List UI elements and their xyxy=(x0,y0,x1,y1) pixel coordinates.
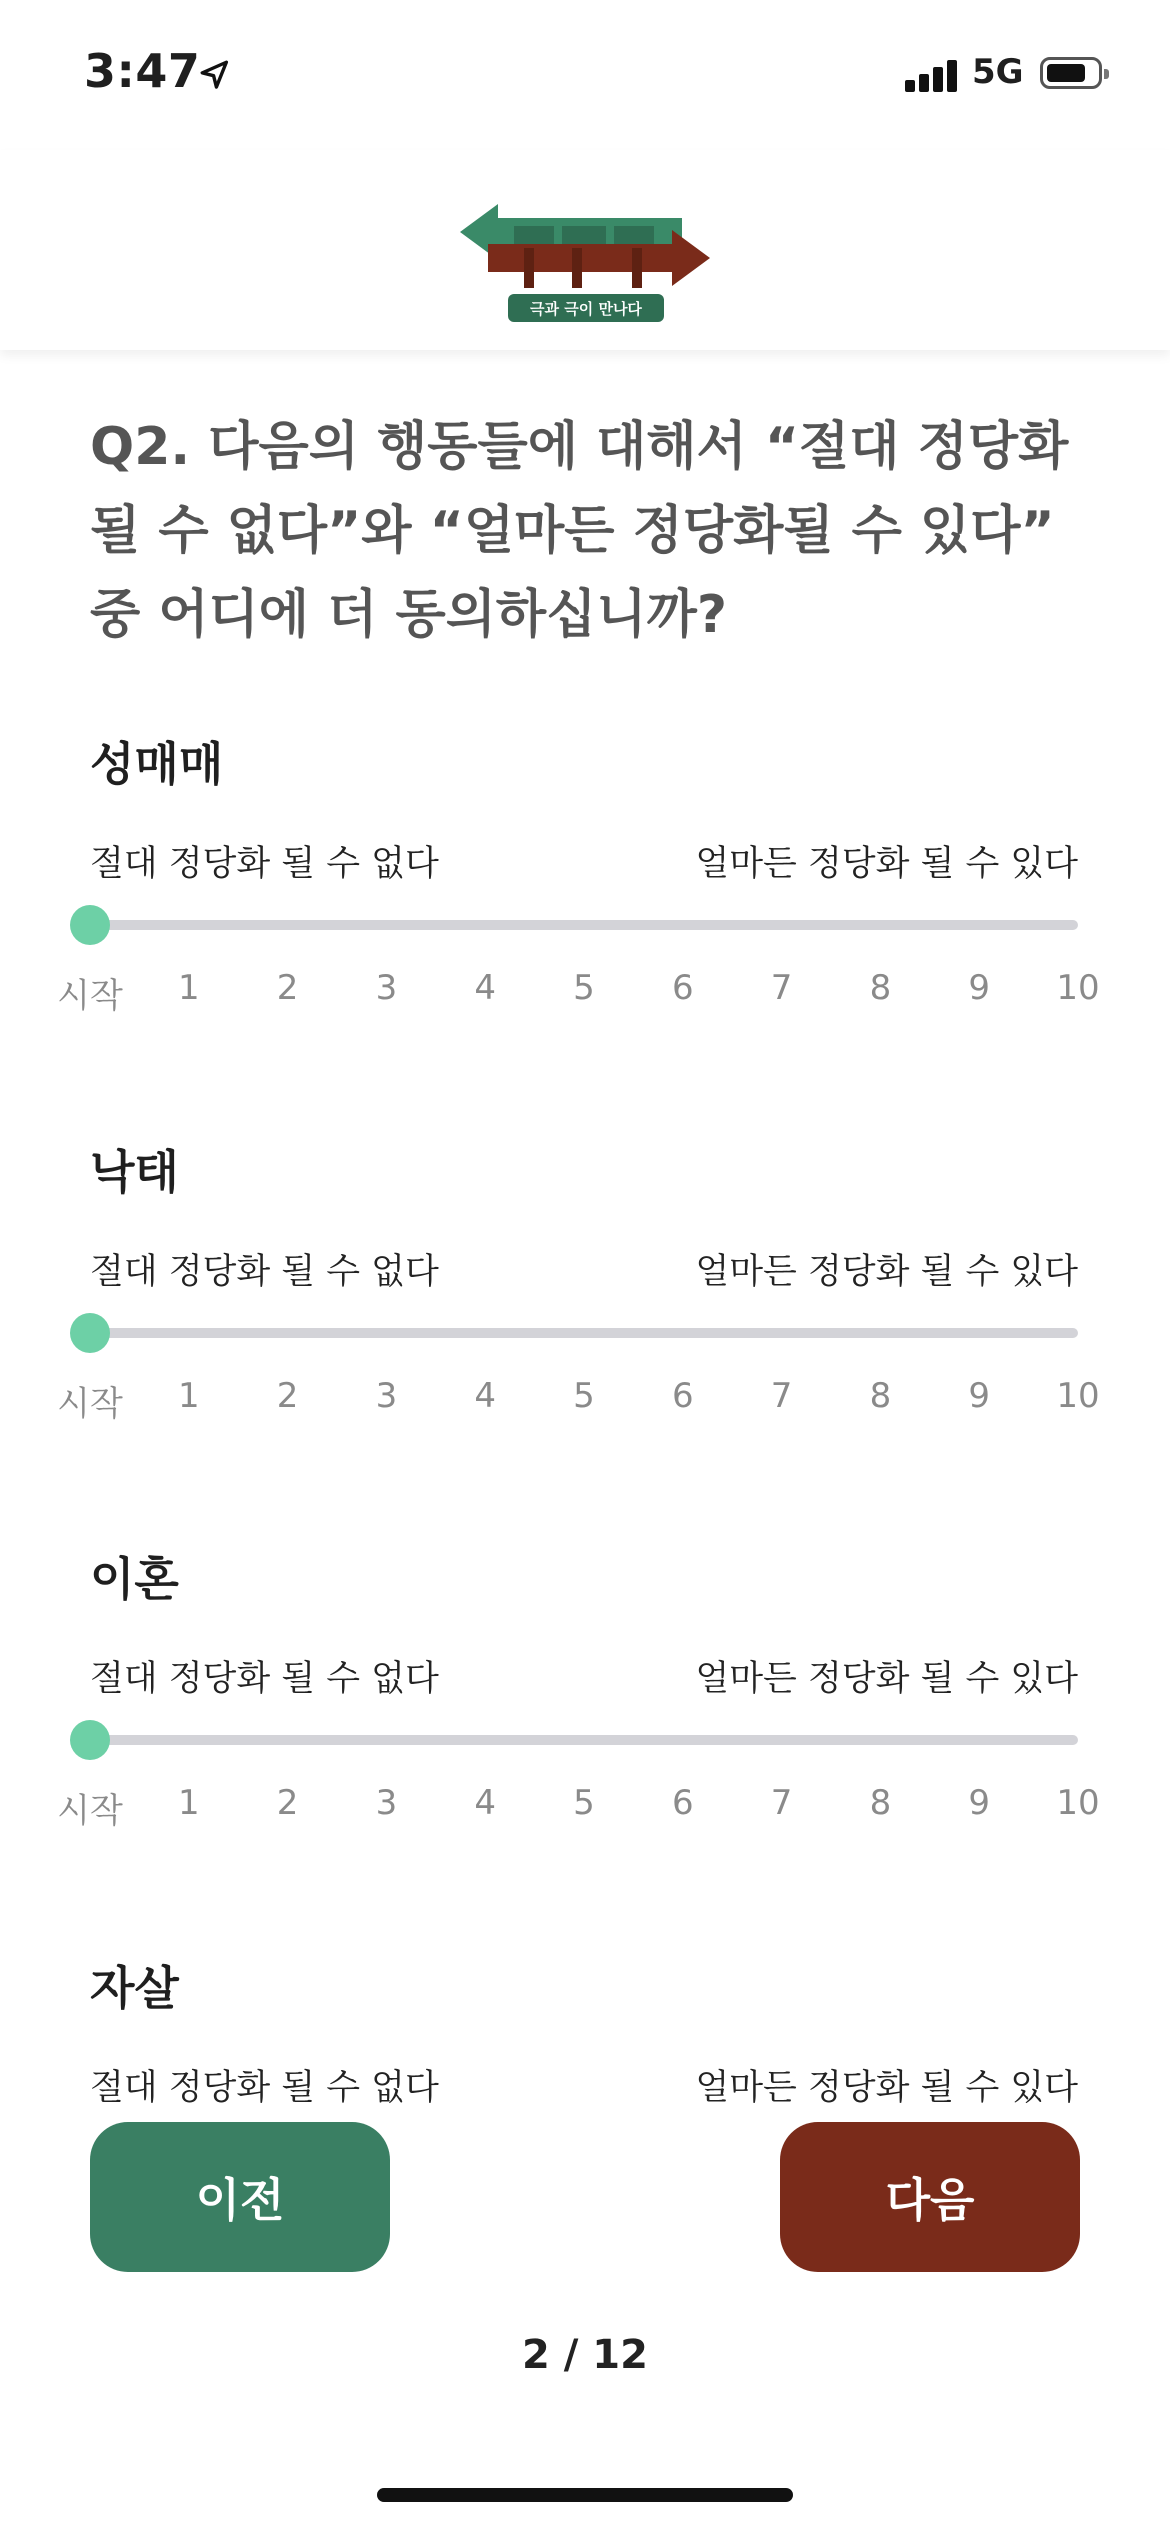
status-time: 3:47 xyxy=(84,44,201,98)
tick-label: 10 xyxy=(1056,1783,1100,1823)
left-label: 절대 정당화 될 수 없다 xyxy=(90,2068,439,2108)
tick-label: 1 xyxy=(177,1783,200,1823)
right-label: 얼마든 정당화 될 수 있다 xyxy=(695,2068,1078,2108)
next-button[interactable]: 다음 xyxy=(780,2122,1080,2272)
item-title: 성매매 xyxy=(90,737,224,791)
left-label: 절대 정당화 될 수 없다 xyxy=(90,1659,439,1699)
slider-thumb[interactable] xyxy=(70,905,110,945)
tick-label: 2 xyxy=(276,1376,299,1416)
tick-label: 시작 xyxy=(57,1384,123,1424)
prev-button[interactable]: 이전 xyxy=(90,2122,390,2272)
left-label: 절대 정당화 될 수 없다 xyxy=(90,1252,439,1292)
battery-icon xyxy=(1040,57,1102,89)
slider-thumb[interactable] xyxy=(70,1720,110,1760)
item-title: 낙태 xyxy=(90,1145,179,1199)
tick-label: 9 xyxy=(968,1783,991,1823)
tick-label: 4 xyxy=(474,968,497,1008)
tick-label: 9 xyxy=(968,968,991,1008)
tick-label: 5 xyxy=(573,968,595,1008)
right-label: 얼마든 정당화 될 수 있다 xyxy=(695,1252,1078,1292)
slider-track[interactable] xyxy=(90,1328,1078,1338)
slider-thumb[interactable] xyxy=(70,1313,110,1353)
tick-label: 5 xyxy=(573,1376,595,1416)
slider-track[interactable] xyxy=(90,1735,1078,1745)
logo-subtitle: 극과 극이 만나다 xyxy=(530,300,642,318)
status-bar xyxy=(0,0,1170,150)
tick-label: 4 xyxy=(474,1783,497,1823)
cellular-signal-icon xyxy=(905,58,959,92)
tick-label: 6 xyxy=(671,968,694,1008)
tick-label: 8 xyxy=(869,1783,892,1823)
left-label: 절대 정당화 될 수 없다 xyxy=(90,844,439,884)
tick-label: 시작 xyxy=(57,976,123,1016)
tick-label: 6 xyxy=(671,1783,694,1823)
question-text: Q2. 다음의 행동들에 대해서 “절대 정당화될 수 없다”와 “얼마든 정당화될 수 있다” 중 어디에 더 동의하십니까? xyxy=(90,417,1069,645)
tick-label: 10 xyxy=(1056,968,1100,1008)
right-label: 얼마든 정당화 될 수 있다 xyxy=(695,1659,1078,1699)
location-arrow-icon xyxy=(198,58,232,92)
page-indicator: 2 / 12 xyxy=(522,2332,648,2378)
tick-label: 8 xyxy=(869,1376,892,1416)
tick-label: 8 xyxy=(869,968,892,1008)
tick-label: 4 xyxy=(474,1376,497,1416)
tick-label: 시작 xyxy=(57,1791,123,1831)
tick-label: 1 xyxy=(177,1376,200,1416)
tick-label: 6 xyxy=(671,1376,694,1416)
tick-label: 3 xyxy=(375,968,398,1008)
network-type: 5G xyxy=(972,52,1024,92)
tick-label: 3 xyxy=(375,1376,398,1416)
app-header xyxy=(0,150,1170,350)
tick-label: 10 xyxy=(1056,1376,1100,1416)
right-label: 얼마든 정당화 될 수 있다 xyxy=(695,844,1078,884)
tick-label: 1 xyxy=(177,968,200,1008)
tick-label: 5 xyxy=(573,1783,595,1823)
home-indicator[interactable] xyxy=(377,2488,793,2502)
tick-label: 7 xyxy=(770,1376,793,1416)
tick-label: 7 xyxy=(770,968,793,1008)
tick-label: 7 xyxy=(770,1783,793,1823)
app-logo xyxy=(452,196,718,326)
item-title: 이혼 xyxy=(90,1552,179,1606)
tick-label: 2 xyxy=(276,1783,299,1823)
slider-track[interactable] xyxy=(90,920,1078,930)
tick-label: 2 xyxy=(276,968,299,1008)
item-title: 자살 xyxy=(90,1961,179,2015)
tick-label: 9 xyxy=(968,1376,991,1416)
tick-label: 3 xyxy=(375,1783,398,1823)
